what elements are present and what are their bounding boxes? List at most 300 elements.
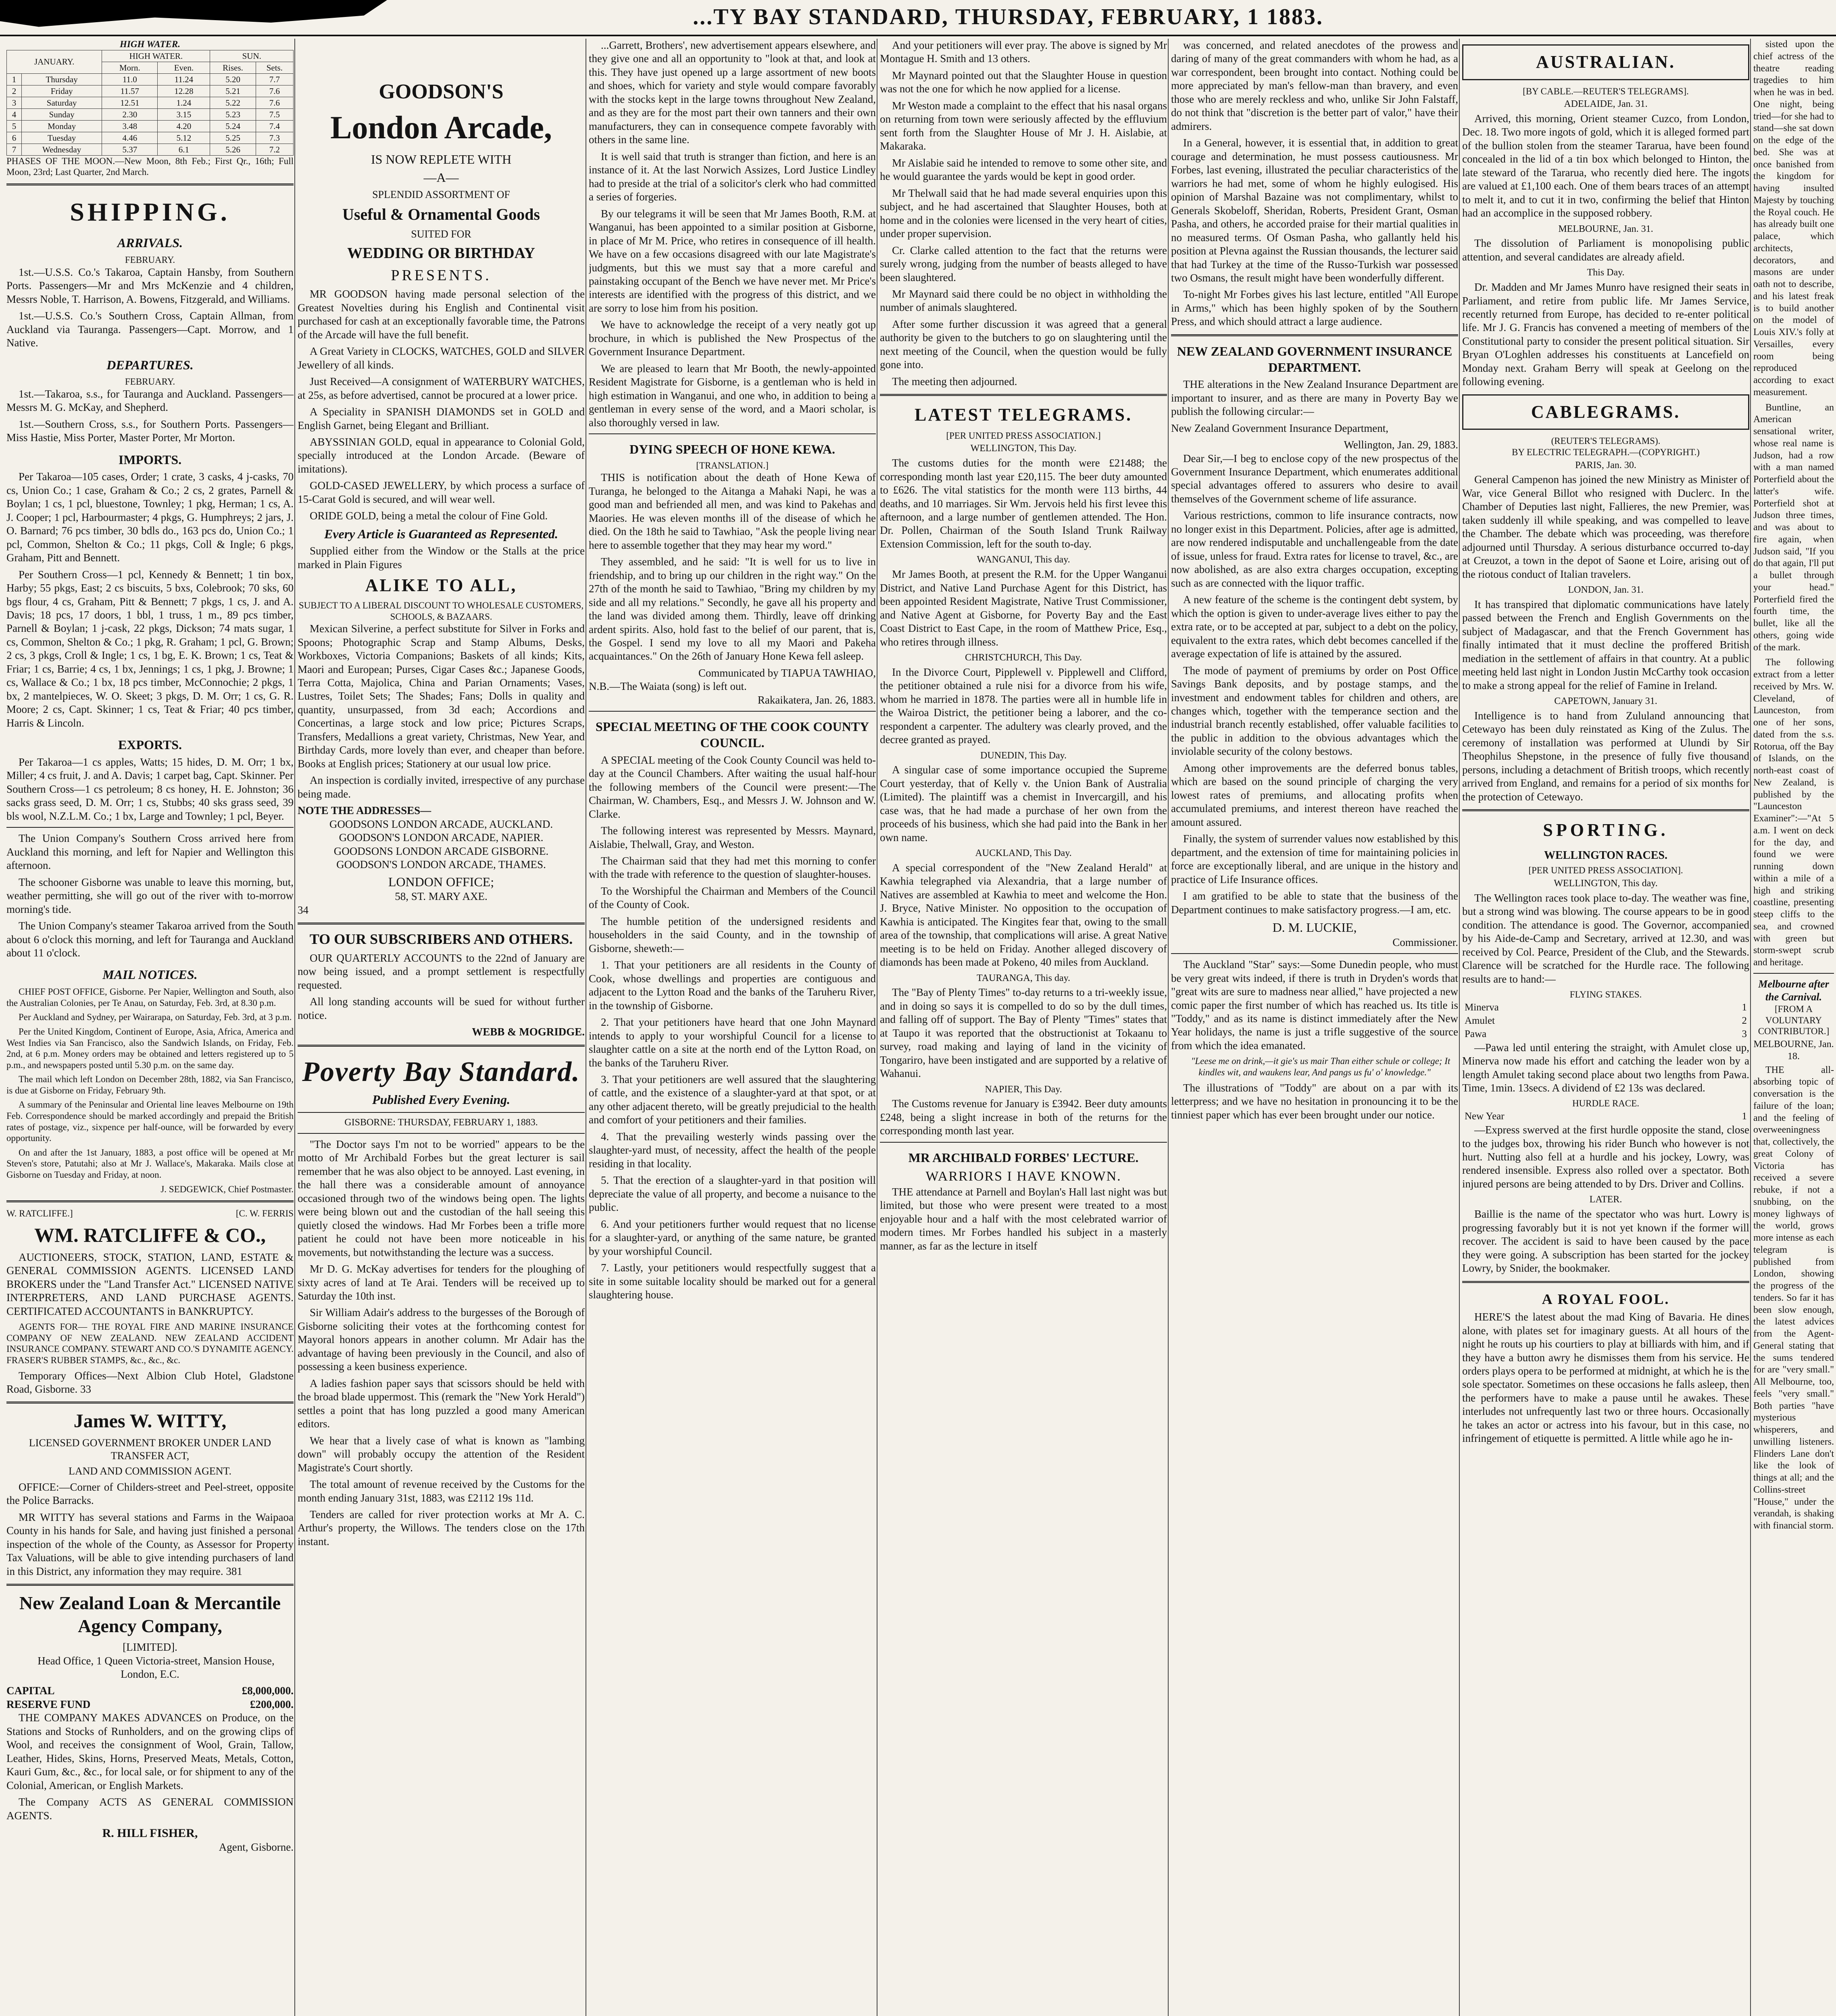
news-para: The following extract from a letter received by Mrs. W. Cleveland, of Launceston, from one of her sons, dated from the s.s. Rotorua, off the Bay of Islands, on the north-east coast of New Zealand, is published by the "Launceston Examiner":—"At 5 a.m. I went on deck for the day, and found we were running down within a mile of a high and striking coastline, presenting steep cliffs to the sea, and crowned with green but storm-swept scrub and heritage. [1753, 657, 1834, 968]
divider [6, 1200, 294, 1202]
table-row [7, 85, 294, 97]
ratcliffe-left: W. RATCLIFFE.] [6, 1208, 73, 1219]
flying-results [1462, 1000, 1749, 1041]
council-cont: Mr Aislabie said he intended to remove to some other site, and he would guarantee the yards would be kept in good order. [880, 156, 1167, 183]
goodson-item: A Great Variety in CLOCKS, WATCHES, GOLD and SILVER Jewellery of all kinds. [298, 345, 585, 371]
goodson-item: ABYSSINIAN GOLD, equal in appearance to Colonial Gold, specially introduced at the London Arcade. (Beware of imitations). [298, 435, 585, 475]
kewa-para: THIS is notification about the death of Hone Kewa of Turanga, he belonged to the Aitanga a Mahaki Napi, he was a good man and befriended all men, and was kind to Pakehas and Maories. He was eleven months ill of the disease of which he died. On the 18th he said to Tawhiao, "Ask the people living near here to assemble together that they may hear my word." [589, 471, 876, 551]
cell: 1.24 [158, 97, 210, 108]
cell: 11.57 [102, 85, 158, 97]
news-para: ...Garrett, Brothers', new advertisement appears elsewhere, and they give one and all an opportunity to "look at that, and look at this. They have just opened up a large assortment of new boots and shoes, which for variety and style would compare favorably with the stocks kept in the large towns throughout New Zealand, and as they are for the most part their own tanners and their own manufacturers, they can in consequence compete favorably with others in the same line. [589, 39, 876, 146]
insurance-intro: THE alterations in the New Zealand Insurance Department are important to insurer, and as there are many in Poverty Bay we publish the following circular:— [1171, 378, 1458, 418]
goodson-title-1: GOODSON'S [379, 80, 504, 103]
ratcliffe-offices-text: Temporary Offices—Next Albion Club Hotel, Gladstone Road, Gisborne. [6, 1369, 294, 1395]
reserve-label: RESERVE FUND [6, 1698, 91, 1710]
dateline: MELBOURNE, Jan. 31. [1558, 223, 1653, 234]
dateline: TAURANGA, This day. [976, 973, 1071, 983]
column-7 [1753, 39, 1834, 2016]
news-para: We are pleased to learn that Mr Booth, the newly-appointed Resident Magistrate for Gisborne, is a gentleman who is held in high estimation in Wanganui, and one who, in addition to being a gentleman in every sense of the word, and a Maori scholar, is also thoroughly versed in law. [589, 362, 876, 429]
torn-corner [0, 0, 387, 28]
exports-heading: EXPORTS. [118, 737, 182, 752]
goodson-body-2: Mexican Silverine, a perfect substitute for Silver in Forks and Spoons; Photographic Scrap and Stamp Albums, Desks, Workboxes, Victoria Companions; Baskets of all kinds; Kits, Maori and European; Purses, Cigar Cases &c.; Japanese Goods, Terra Cotta, Majolica, China and Parian Ornaments; Vases, Lustres, Toilet Sets; The Shades; Fans; Dolls in quality and quantity, unsurpassed, from 3d each; Accordions and Concertinas, a large stock and low price; Pictures Scraps, Transfers, Medallions a great variety, Christmas, New Year, and Birthday Cards, more lovely than ever, and cheaper than before. Books at English prices; Stationery at our usual low price. [298, 623, 585, 770]
masthead-title: ...TY BAY STANDARD, THURSDAY, FEBRUARY, 1 1883. [693, 4, 1323, 29]
dateline: CHRISTCHURCH, This Day. [965, 652, 1082, 663]
cablegrams-box [1462, 394, 1749, 430]
dateline: AUCKLAND, This Day. [975, 848, 1072, 859]
departures-heading: DEPARTURES. [106, 357, 194, 372]
goodson-line: IS NOW REPLETE WITH [371, 152, 512, 167]
cable: Intelligence is to hand from Zululand announcing that Cetewayo has been duly reinstated as King of the Zulus. The ceremony of installation was performed at Ulundi by Sir Theophilus Shepstone, in the presence of fully five thousand persons, including a detachment of British troops, which recently arrived from England, and remains for a period of six months for the protection of Cetewayo. [1462, 709, 1749, 803]
place: 2 [1742, 1015, 1747, 1026]
nzloan-capital [6, 1684, 294, 1697]
fool-title: A ROYAL FOOL. [1542, 1291, 1670, 1307]
standard-para: A ladies fashion paper says that scissors should be held with the broad blade uppermost. This (remark the "New York Herald") settles a point that has long puzzled a good many American editors. [298, 1377, 585, 1430]
column-1 [6, 39, 294, 2016]
races-title: WELLINGTON RACES. [1544, 849, 1667, 862]
place: 1 [1742, 1002, 1747, 1013]
goodson-london: LONDON OFFICE; [388, 874, 494, 889]
standard-para: The total amount of revenue received by the Customs for the month ending January 31st, 1883, was £2112 19s 11d. [298, 1478, 585, 1504]
witty-line2: LAND AND COMMISSION AGENT. [69, 1465, 231, 1477]
table-row [1463, 1014, 1748, 1027]
moon-phases: PHASES OF THE MOON.—New Moon, 8th Feb.; First Qr., 16th; Full Moon, 23rd; Last Quarter, 2nd March. [6, 156, 294, 177]
departures-month: FEBRUARY. [125, 377, 175, 387]
cell: 7.3 [256, 132, 293, 144]
dateline: LATER. [1589, 1194, 1622, 1205]
forbes-cont: was concerned, and related anecdotes of the prowess and daring of many of the great commanders with whom he had, as a war correspondent, been brought into contact. Nothing could be more appreciated by man's fellow-man than bravery, and even those who are merely reckless and who, unlike Sir John Falstaff, do not think that "discretion is the better part of valor," have their admirers. [1171, 39, 1458, 132]
races-sub: [PER UNITED PRESS ASSOCIATION]. [1528, 865, 1683, 876]
cell: 6.1 [158, 144, 210, 155]
cell: 3.48 [102, 120, 158, 132]
kewa-title: DYING SPEECH OF HONE KEWA. [629, 442, 835, 457]
divider [1753, 973, 1834, 974]
column-rule [294, 39, 295, 2016]
divider [1462, 1281, 1749, 1283]
goodson-item: A Speciality in SPANISH DIAMONDS set in GOLD and English Garnet, being Elegant and Brilliant. [298, 406, 585, 431]
mails-heading: MAIL NOTICES. [102, 967, 198, 982]
cell: 3.15 [158, 108, 210, 120]
cell: Thursday [21, 73, 102, 85]
cell: 5.26 [210, 144, 256, 155]
witty-body [6, 1511, 294, 1578]
standard-published: Published Every Evening. [372, 1092, 511, 1107]
column-6 [1462, 39, 1749, 2016]
shipping-note: The schooner Gisborne was unable to leave this morning, but, weather permitting, she will go out of the river with to-morrow morning's tide. [6, 876, 294, 915]
dateline: PARIS, Jan. 30. [1575, 460, 1636, 471]
cell: 5.12 [158, 132, 210, 144]
later-text: Baillie is the name of the spectator who was hurt. Lowry is progressing favorably but it is not yet known if the former will recover. The accident is said to have been caused by the pace they were going. A subscription has been started for the jockey Lowry, by Snider, the bookmaker. [1462, 1208, 1749, 1275]
cell: Tuesday [21, 132, 102, 144]
races-text: The Wellington races took place to-day. The weather was fine, but a strong wind was blowing. The course appears to be in good condition. The attendance is good. The Governor, accompanied by his Aide-de-Camp and Secretary, arrived at 12.30, and was received by Col. Pearce, President of the Club, and the Stewards. Clarence will be scratched for the Hurdle race. The following results are to hand:— [1462, 891, 1749, 985]
cell: 2 [7, 85, 22, 97]
council-para: A SPECIAL meeting of the Cook County Council was held to-day at the Council Chambers. After waiting the usual half-hour the following members of the Council were present:—The Chairman, W. Chambers, Esq., and Messrs J. W. Johnson and W. Clarke. [589, 754, 876, 820]
capital-value: £8,000,000. [242, 1685, 294, 1697]
insurance-para: Various restrictions, common to life insurance contracts, now no longer exist in this Department. Policies, after age is admitted, are now rendered indisputable and unchallengeable from the date of issue, unless for fraud. Extra rates for license to travel, &c., are now abolished, as are also extra charges occupation, excepting such as are connected with the liquor traffic. [1171, 509, 1458, 589]
cell: 7.6 [256, 97, 293, 108]
council-para: The following interest was represented by Messrs. Maynard, Aislabie, Thelwall, Gray, and Weston. [589, 825, 876, 850]
verse: "Leese me on drink,—it gie's us mair Than either schule or college; It kindles wit, and waukens lear, And pangs us fu' o' knowledge." [1191, 1056, 1450, 1078]
ad-number: 381 [226, 1565, 242, 1577]
forbes-sub: WARRIORS I HAVE KNOWN. [925, 1169, 1121, 1184]
cell: 5.21 [210, 85, 256, 97]
divider [6, 183, 294, 185]
mail-notice: The mail which left London on December 28th, 1882, via San Francisco, is due at Gisborne on Friday, February 9th. [6, 1074, 294, 1095]
witty-title: James W. WITTY, [73, 1410, 227, 1432]
goodson-alike: ALIKE TO ALL, [365, 575, 517, 596]
goodson-supplied: Supplied either from the Window or the Stalls at the price marked in Plain Figures [298, 545, 585, 571]
column-rule [1459, 39, 1460, 2016]
cell: 11.0 [102, 73, 158, 85]
cell: 3 [7, 97, 22, 108]
cell: 7.2 [256, 144, 293, 155]
tide-sub: Sets. [256, 62, 293, 73]
divider [1171, 953, 1458, 954]
goodson-address: GOODSON'S LONDON ARCADE, THAMES. [336, 858, 546, 871]
cell: 5.25 [210, 132, 256, 144]
council-para: 2. That your petitioners have heard that one John Maynard intends to apply to your worshipful Council for a license to slaughter cattle on a site at the north end of the Lytton Road, on the banks of the Taruheru River. [589, 1016, 876, 1069]
subscribers-body: OUR QUARTERLY ACCOUNTS to the 22nd of January are now being issued, and a prompt settlement is respectfully requested. [298, 952, 585, 991]
arrivals-month: FEBRUARY. [125, 255, 175, 265]
cell: 5.22 [210, 97, 256, 108]
cell: 4.20 [158, 120, 210, 132]
ratcliffe-offices [6, 1369, 294, 1396]
dateline: WELLINGTON, This day. [1554, 878, 1658, 889]
latest-title: LATEST TELEGRAMS. [915, 405, 1132, 425]
hurdle-results [1462, 1109, 1749, 1123]
council-cont: Mr Maynard pointed out that the Slaughter House in question was not the one for which he now applied for a license. [880, 69, 1167, 95]
council-title: SPECIAL MEETING OF THE COOK COUNTY COUNCIL. [595, 719, 869, 750]
cell: 11.24 [158, 73, 210, 85]
ad-number: 34 [298, 904, 308, 916]
insurance-role: Commissioner. [1392, 936, 1458, 948]
dateline: MELBOURNE, Jan. 18. [1753, 1039, 1834, 1062]
dateline: LONDON, Jan. 31. [1568, 585, 1644, 596]
mail-notice: Per the United Kingdom, Continent of Europe, Asia, Africa, America and West Indies via San Francisco, also the Sandwich Islands, on Friday, Feb. 2nd, at 6 p.m. Money orders may be obtained and letters registered up to 5 p.m., and newspapers posted until 5.30 p.m. on the same day. [6, 1026, 294, 1070]
council-para: 4. That the prevailing westerly winds passing over the slaughter-yard must, of necessity, affect the health of the people residing in that locality. [589, 1130, 876, 1170]
subscribers-body-2: All long standing accounts will be sued for without further notice. [298, 996, 585, 1021]
table-row [7, 108, 294, 120]
council-cont: Mr Thelwall said that he had made several enquiries upon this subject, and he had ascertained that Slaughter Houses, both at home and in the colonies were licensed in the very heart of cities, under proper supervision. [880, 187, 1167, 240]
place: 3 [1742, 1028, 1747, 1039]
goodson-line: Useful & Ornamental Goods [342, 205, 540, 224]
cell: 7.4 [256, 120, 293, 132]
goodson-title-2: London Arcade, [330, 110, 552, 146]
cablegrams-sub: (REUTER'S TELEGRAMS). [1551, 436, 1661, 446]
goodson-address: GOODSON'S LONDON ARCADE, NAPIER. [339, 831, 544, 844]
column-rule [1750, 39, 1751, 2016]
dateline: WANGANUI, This day. [977, 554, 1070, 565]
carnival-sub: [FROM A VOLUNTARY CONTRIBUTOR.] [1758, 1004, 1830, 1037]
council-para: The Chairman said that they had met this morning to confer with the trade with reference to the question of slaughter-houses. [589, 854, 876, 881]
arrivals-heading: ARRIVALS. [117, 235, 183, 250]
ratcliffe-body: AUCTIONEERS, STOCK, STATION, LAND, ESTATE & GENERAL COMMISSION AGENTS. LICENSED LAND BROKERS under the "Land Transfer Act." LICENSED NATIVE INTERPRETERS, AND LAND PURCHASE AGENTS. CERTIFICATED ACCOUNTANTS in BANKRUPTCY. [6, 1251, 294, 1317]
goodson-inspection: An inspection is cordially invited, irrespective of any purchase being made. [298, 774, 585, 800]
fool-text: HERE'S the latest about the mad King of Bavaria. He dines alone, with plates set for imaginary guests. At all hours of the night he routs up his courtiers to play at billiards with him, and if they have a button awry he dismisses them from his service. He orders plays opera to be performed at midnight, at which he is the sole spectator. Sometimes on these occasions he falls asleep, then the performers have to make a pause until he awakes. These interludes not unfrequently last two or three hours. Occasionally he takes an actor or actress into his favour, but in this case, no infringement of etiquette is permitted. A little while ago he in- [1462, 1311, 1749, 1445]
standard-para: Sir William Adair's address to the burgesses of the Borough of Gisborne soliciting their votes at the forthcoming contest for Mayoral honors appears in another column. Mr Adair has the advantage of having been previously in the Council, and also of possessing a keen business experience. [298, 1306, 585, 1373]
departure-item: 1st.—Southern Cross, s.s., for Southern Ports. Passengers—Miss Hastie, Miss Porter, Master Porter, Mr Morton. [6, 418, 294, 444]
shipping-note: The Union Company's steamer Takaroa arrived from the South about 6 o'clock this morning, and left for Tauranga and Auckland about 11 o'clock. [6, 920, 294, 959]
goodson-line: SPLENDID ASSORTMENT OF [372, 189, 510, 200]
divider [589, 433, 876, 434]
tide-col-high: HIGH WATER. [102, 50, 210, 62]
arrival-item: 1st.—U.S.S. Co.'s Takaroa, Captain Hansby, from Southern Ports. Passengers—Mr and Mrs McKenzie and 4 children, Messrs Noble, T. Harrison, A. Bowens, Fitzgerald, and Williams. [6, 266, 294, 305]
standard-para: Tenders are called for river protection works at Mr A. C. Arthur's property, the Willows. The tenders close on the 17th instant. [298, 1508, 585, 1547]
goodson-line: SUITED FOR [411, 228, 471, 240]
forbes-cont: In a General, however, it is essential that, in addition to great courage and determination, he must possess cautiousness. Mr Forbes, last evening, illustrated the peculiar characteristics of the warriors he had met, some of whom he highly eulogised. His opinion of Marshal Bazaine was not complimentary, whilst to Generals Skobeloff, Sheridan, Roberts, President Grant, Osman Pasha, and others, he accorded praise for their martial qualities in no measured terms. Of Osman Pasha, who gallantly held his position at Plevna against the Russian thousands, the lecturer said that had Turkey at the time of the Russo-Turkish war possessed two Osmans, the result might have been wonderfully different. [1171, 137, 1458, 284]
cell: 12.51 [102, 97, 158, 108]
forbes-text: THE attendance at Parnell and Boylan's Hall last night was but limited, but those who were present were treated to a most enjoyable hour and a half with the most celebrated warrior of modern times. Mr Forbes handled his subject in a masterly manner, as far as the lecture in itself [880, 1185, 1167, 1252]
carnival-title: Melbourne after the Carnival. [1758, 978, 1829, 1003]
column-2 [298, 39, 585, 2016]
cell: 2.30 [102, 108, 158, 120]
nzloan-limited: [LIMITED]. [123, 1641, 177, 1654]
shipping-heading: SHIPPING. [70, 198, 230, 227]
flying-title: FLYING STAKES. [1569, 989, 1642, 1000]
tide-month: JANUARY. [7, 50, 102, 73]
goodson-discount: SUBJECT TO A LIBERAL DISCOUNT TO WHOLESALE CUSTOMERS, SCHOOLS, & BAZAARS. [298, 600, 584, 622]
mail-notice: A summary of the Peninsular and Oriental line leaves Melbourne on 19th Feb. Correspondence should be marked accordingly and prepaid the British rates of postage, viz., sixpence per half-ounce, will be forwarded by every opportunity. [6, 1100, 294, 1143]
goodson-line: WEDDING OR BIRTHDAY [347, 245, 535, 262]
insurance-from: New Zealand Government Insurance Department, [1171, 422, 1389, 434]
latest-sub: [PER UNITED PRESS ASSOCIATION.] [946, 430, 1101, 441]
tide-sub: Even. [158, 62, 210, 73]
cell: 6 [7, 132, 22, 144]
telegram: A singular case of some importance occupied the Supreme Court yesterday, that of Kelly v. the Union Bank of Australia (Limited). The plaintiff was a chemist in Invercargill, and his case was, that he had made a purchase of her own from the proceeds of his business, which she had paid into the Bank in her own name. [880, 764, 1167, 843]
cablegrams-sub-2: BY ELECTRIC TELEGRAPH.—(COPYRIGHT.) [1512, 447, 1700, 457]
masthead [0, 0, 1836, 36]
goodson-guarantee: Every Article is Guaranteed as Represented. [324, 526, 559, 541]
tide-heading: HIGH WATER. [120, 39, 180, 49]
carnival-text: THE all-absorbing topic of conversation is the failure of the loan; and the feeling of overweeningness that, collectively, the great Colony of Victoria has received a severe rebuke, if not a snubbing, on the money lighways of the world, grows more intense as each telegram is published from London, showing the progress of the tenders. So far it has been slow enough, the latest advices from the Agent-General stating that the sums tendered for are "very small." All Melbourne, too, feels "very small." Both parties "have mysterious whisperers, and unwilling listeners. Flinders Lane don't like the look of things at all; and the Collins-street "House," under the verandah, is shaking with financial storm. [1753, 1064, 1834, 1531]
divider [298, 1112, 585, 1113]
cell: Sunday [21, 108, 102, 120]
place: 1 [1742, 1111, 1747, 1122]
column-4 [880, 39, 1167, 2016]
nzloan-reserve [6, 1698, 294, 1711]
star-para: The Auckland "Star" says:—Some Dunedin people, who must be very great wits indeed, if there is truth in Dryden's words that "great wits are sure to madness near allied," have projected a new comic paper the first number of which has reached us. Its title is "Toddy," and as its name is distinct immediately after the New Year holidays, the name is just a trifle suggestive of the source from which the idea emanated. [1171, 958, 1458, 1052]
council-para: 5. That the erection of a slaughter-yard in that position will depreciate the value of all property, and become a nuisance to the public. [589, 1174, 876, 1214]
tide-table [6, 50, 294, 156]
insurance-para: A new feature of the scheme is the contingent debt system, by which the option is given to under-average lives either to pay the extra rate, or to be accepted at par, subject to a debt on the policy, equivalent to the extra rates, which debt becomes cancelled if the average expectation of life is attained by the assured. [1171, 594, 1458, 660]
australian-sub: [BY CABLE.—REUTER'S TELEGRAMS]. [1523, 86, 1689, 96]
horse: New Year [1465, 1111, 1505, 1122]
cable: The dissolution of Parliament is monopolising public attention, and several candidates are already afield. [1462, 237, 1749, 263]
tide-col-sun: SUN. [210, 50, 294, 62]
divider [298, 1133, 585, 1134]
cell: Wednesday [21, 144, 102, 155]
cable: Arrived, this morning, Orient steamer Cuzco, from London, Dec. 18. Two more ingots of gold, which it is alleged formed part of the bullion stolen from the steamer Tararua, have been found concealed in the lid of a tin box which belonged to Hinton, the late steward of the Tararua, who recently died here. The ingots are valued at £1,100 each. One of them bears traces of an attempt to melt it, and to cut it in two, confirming the belief that Hinton had an accomplice in the supposed robbery. [1462, 112, 1749, 219]
star-para: The illustrations of "Toddy" are about on a par with its letterpress; and we have no hesitation in pronouncing it to be the tinniest paper which has ever been brought under our notice. [1171, 1081, 1458, 1121]
cell: 4.46 [102, 132, 158, 144]
goodson-item: Just Received—A consignment of WATERBURY WATCHES, at 25s, as before advertised, cannot be procured at a lower price. [298, 375, 585, 401]
nzloan-title: New Zealand Loan & Mercantile Agency Company, [19, 1592, 281, 1636]
council-para: 6. And your petitioners further would request that no license for a slaughter-yard, or anything of the same nature, be granted by your worshipful Council. [589, 1218, 876, 1257]
table-row [1463, 1001, 1748, 1014]
exports-text: Per Takaroa—1 cs apples, Watts; 15 hides, D. M. Orr; 1 bx, Miller; 4 cs fruit, J. and A. Davis; 1 carpet bag, Capt. Skinner. Per Southern Cross—1 cs petroleum; 8 cs honey, H. E. Johnston; 36 sacks grass seed, D. M. Orr; 1 cs, Stubbs; 40 sks grass seed, 39 bls wool, N.Z.L.M. Co.; 1 bx, Large and Townley; 1 pcl, Beyer. [6, 756, 294, 822]
column-5 [1171, 39, 1458, 2016]
council-para: To the Worshipful the Chairman and Members of the Council of the County of Cook. [589, 885, 876, 911]
news-para: We have to acknowledge the receipt of a very neatly got up brochure, in which is published the New Prospectus of the Government Insurance Department. [589, 319, 876, 358]
insurance-para: The mode of payment of premiums by order on Post Office Savings Bank deposits, and by postage stamps, and the investment and endowment tables for children and others, are changes which, together with the temperance section and the industrial branch recently established, offer valuable facilities to the public in addition to the obvious advantages which the inviolable security of the colony bestows. [1171, 664, 1458, 758]
standard-para: "The Doctor says I'm not to be worried" appears to be the motto of Mr Archibald Forbes but the great lecturer is sail remember that he was also object to be annoyed. Last evening, in the hall there was a considerable amount of annoyance occasioned through two of the windows being open. The lights were being blown out and the custodian of the hall seeing this quietly closed the windows. Had Mr Forbes been a trifle more patient he could not have been more noticeable in his movements, but notwithstanding the lecture was a success. [298, 1138, 585, 1258]
cell: 5 [7, 120, 22, 132]
divider [880, 1142, 1167, 1143]
nzloan-office: Head Office, 1 Queen Victoria-street, Mansion House, London, E.C. [38, 1654, 275, 1680]
reserve-value: £200,000. [250, 1698, 294, 1710]
goodson-line: PRESENTS. [391, 267, 492, 284]
nzloan-body: THE COMPANY MAKES ADVANCES on Produce, on the Stations and Stocks of Runholders, and on the growing clips of Wool, and receives the consignment of Wool, Grain, Tallow, Leather, Hides, Skins, Horns, Preserved Meats, Metals, Cotton, Kauri Gum, &c., &c., for local sale, or for shipment to any of the Colonial, American, or English Markets. [6, 1712, 294, 1791]
tide-sub: Rises. [210, 62, 256, 73]
shipping-note: The Union Company's Southern Cross arrived here from Auckland this morning, and left for Napier and Wellington this afternoon. [6, 832, 294, 872]
ratcliffe-names [6, 1208, 294, 1219]
table-row [1463, 1110, 1748, 1123]
cell: Friday [21, 85, 102, 97]
dateline: WELLINGTON, This Day. [970, 443, 1077, 454]
subscribers-title: TO OUR SUBSCRIBERS AND OTHERS. [309, 931, 573, 948]
insurance-para: I am gratified to be able to state that the business of the Department continues to make satisfactory progress.—I am, etc. [1171, 890, 1458, 916]
horse: Minerva [1465, 1002, 1499, 1013]
australian-box [1462, 44, 1749, 80]
divider [6, 827, 294, 828]
goodson-item: GOLD-CASED JEWELLERY, by which process a surface of 15-Carat Gold is secured, and will wear well. [298, 479, 585, 505]
kewa-nb: N.B.—The Waiata (song) is left out. [589, 680, 747, 693]
goodson-london-addr: 58, ST. MARY AXE. [395, 890, 488, 903]
insurance-date: Wellington, Jan. 29, 1883. [1344, 439, 1458, 451]
ad-number: 33 [80, 1383, 91, 1395]
goodson-line: —A— [423, 170, 459, 185]
council-cont: And your petitioners will ever pray. The above is signed by Mr Montague H. Smith and 13 others. [880, 39, 1167, 65]
mail-notice: CHIEF POST OFFICE, Gisborne. Per Napier, Wellington and South, also the Australian Colonies, per Te Anau, on Saturday, Feb. 3rd, at 8.30 p.m. [6, 987, 294, 1008]
divider [589, 711, 876, 712]
forbes-cont: To-night Mr Forbes gives his last lecture, entitled "All Europe in Arms," which has been highly spoken of by the Southern Press, and which should attract a large audience. [1171, 288, 1458, 328]
nzloan-agent: R. HILL FISHER, [102, 1826, 198, 1840]
council-para: The humble petition of the undersigned residents and householders in the said County, and in the township of Gisborne, sheweth:— [589, 915, 876, 954]
cell: 7.7 [256, 73, 293, 85]
telegram: A special correspondent of the "New Zealand Herald" at Kawhia telegraphed via Alexandria, that a large number of Natives are assembled at Kawhia to meet and welcome the Hon. J. Bryce, Native Minister. No opposition to the occupation of Kawhia is anticipated. The Kingites fear that, owing to the small area of the township, that complications will arise. A great Native meeting is to be held on Friday. Another alleged discovery of diamonds has been made at Pokeno, 40 miles from Auckland. [880, 861, 1167, 968]
hurdle-note: —Express swerved at the first hurdle opposite the stand, close to the judges box, throwing his rider Bunch who however is not hurt. Nutting also fell at a hurdle and his jockey, Lowry, was rendered insensible. Express also rolled over a spectator. Both injured persons are being attended to by Drs. Driver and Collins. [1462, 1124, 1749, 1190]
departure-item: 1st.—Takaroa, s.s., for Tauranga and Auckland. Passengers—Messrs M. G. McKay, and Shepherd. [6, 387, 294, 414]
insurance-para: Among other improvements are the deferred bonus tables, which are based on the sound principle of charging the very lowest rates of premiums, and allocating profits when accumulated premiums, and interest thereon have reached the amount assured. [1171, 762, 1458, 828]
sporting-title: SPORTING. [1543, 820, 1669, 840]
goodson-address: GOODSONS LONDON ARCADE, AUCKLAND. [329, 818, 553, 830]
news-para: By our telegrams it will be seen that Mr James Booth, R.M. at Wanganui, has been appointed to a similar position at Gisborne, in place of Mr M. Price, who retires in consequence of ill health. We have on a few occasions disagreed with our late Magistrate's judgments, but this we must say that a more careful and painstaking occupant of the Bench we have never met. Mr Price's interests are identified with the progress of this district, and we are sorry to lose him from his position. [589, 207, 876, 314]
kewa-sub: [TRANSLATION.] [696, 460, 769, 471]
cell: 7 [7, 144, 22, 155]
goodson-note: NOTE THE ADDRESSES— [298, 804, 431, 817]
standard-title: Poverty Bay Standard. [302, 1056, 580, 1087]
ratcliffe-right: [C. W. FERRIS [235, 1208, 294, 1219]
dateline: DUNEDIN, This Day. [980, 750, 1067, 761]
fool-cont: sisted upon the chief actress of the theatre reading tragedies to him when he was in bed. One night, being tried—for she had to stand—she sat down on the edge of the bed. She was at once banished from the kingdom for having insulted Majesty by touching the Royal couch. He has already built one palace, which architects, decorators, and masons are under oath not to describe, and his latest freak is to build another on the model of Louis XIV.'s folly at Versailles, every room being reproduced according to exact measurement. [1753, 39, 1834, 398]
cell: 5.20 [210, 73, 256, 85]
table-row [7, 132, 294, 144]
table-row [7, 144, 294, 155]
telegram: The Customs revenue for January is £3942. Beer duty amounts £248, being a slight increase in both of the returns for the corresponding month last year. [880, 1098, 1167, 1137]
horse: Pawa [1465, 1028, 1487, 1039]
cable: It has transpired that diplomatic communications have lately passed between the French and English Governments on the subject of Madagascar, and that the French Government has finally intimated that it must decline the proffered British mediation in the settlement of affairs in that country. At a public meeting held last night in London Justin McCarthy took occasion to make a strong appeal for the relief of Famine in Ireland. [1462, 598, 1749, 691]
divider [1171, 334, 1458, 336]
cell: 1 [7, 73, 22, 85]
cell: 12.28 [158, 85, 210, 97]
dateline: NAPIER, This Day. [985, 1084, 1062, 1095]
cable: General Campenon has joined the new Ministry as Minister of War, vice General Billot who resigned with Duclerc. In the Chamber of Deputies last night, Fallieres, the new Premier, was taken suddenly ill while speaking, and was compelled to leave the Chamber. The debate which was proceeding, was therefore adjourned until Thursday. A serious disturbance occurred to-day at Creuzot, a town in the depot of Saone et Loire, arising out of the riotous conduct of Italian travelers. [1462, 473, 1749, 580]
forbes-title: MR ARCHIBALD FORBES' LECTURE. [908, 1150, 1139, 1165]
dateline: CAPETOWN, January 31. [1554, 696, 1657, 707]
telegram: Mr James Booth, at present the R.M. for the Upper Wanganui District, and Native Land Purchase Agent for this District, has been appointed Resident Magistrate, Native Trust Commissioner, and Native Agent at Gisborne, for Poverty Bay and the East Coast District to East Cape, in the room of Matthew Price, Esq., who retires through illness. [880, 568, 1167, 648]
divider [298, 923, 585, 925]
cell: 5.24 [210, 120, 256, 132]
mail-notice: On and after the 1st January, 1883, a post office will be opened at Mr Steven's store, Patutahi; also at Mr J. Wallace's, Makaraka. Mails close at Gisborne on Tuesday and Friday, at noon. [6, 1147, 294, 1180]
flying-note: —Pawa led until entering the straight, with Amulet close up, Minerva now made his effort and catching the leader won by a length Amulet taking second place about two lengths from Pawa. Time, 1min. 13secs. A dividend of £2 13s was declared. [1462, 1041, 1749, 1094]
council-para: 7. Lastly, your petitioners would respectfully suggest that a site in some suitable locality should be marked out for a general slaughtering house. [589, 1262, 876, 1301]
telegram: The customs duties for the month were £21488; the corresponding month last year £20,115. The beer duty amounted to £626. The vital statistics for the month were 113 births, 44 deaths, and 10 marriages. Sir Wm. Jervois held his first levee this afternoon, and a large number of gentlemen attended. The Hon. Dr. Pollen, Chairman of the South Island Trunk Railway Extension Commission, left for the south to-day. [880, 457, 1167, 550]
nzloan-agent-loc: Agent, Gisborne. [219, 1841, 294, 1854]
council-cont: Mr Maynard said there could be no object in withholding the number of animals slaughtered. [880, 287, 1167, 314]
witty-office: OFFICE:—Corner of Childers-street and Peel-street, opposite the Police Barracks. [6, 1481, 294, 1507]
cable: Dr. Madden and Mr James Munro have resigned their seats in Parliament, and retire from public life. Mr James Service, recently returned from Europe, has decided to re-enter political life. Mr J. G. Francis has convened a meeting of members of the Constitutional party to consider the present political situation. Sir Bryan O'Loghlen addresses his constituents at Lancefield on Monday next. Graham Berry will speak at Geelong on the following evening. [1462, 281, 1749, 388]
table-row [7, 97, 294, 108]
council-cont: After some further discussion it was agreed that a general authority be given to the butchers to go on slaughtering until the next meeting of the Council, when the question would be fully gone into. [880, 318, 1167, 371]
table-row [7, 73, 294, 85]
mail-notice: Per Auckland and Sydney, per Wairarapa, on Saturday, Feb. 3rd, at 3 p.m. [19, 1012, 292, 1023]
standard-para: Mr D. G. McKay advertises for tenders for the ploughing of sixty acres of land at Te Arai. Tenders will be received up to Saturday the 10th inst. [298, 1263, 585, 1302]
insurance-title: NEW ZEALAND GOVERNMENT INSURANCE DEPARTMENT. [1177, 344, 1453, 375]
cell: 7.6 [256, 85, 293, 97]
goodson-body: MR GOODSON having made personal selection of the Greatest Novelties during his English and Continental visit purchased for cash at an exceptionally favorable time, the Patrons of the Arcade will have the full benefit. [298, 288, 585, 341]
witty-line1: LICENSED GOVERNMENT BROKER UNDER LAND TRANSFER ACT, [29, 1437, 271, 1462]
council-para: 1. That your petitioners are all residents in the County of Cook, whose dwellings and properties are contiguous and adjacent to the Lytton Road and the banks of the Taruheru River, in the township of Gisborne. [589, 959, 876, 1012]
council-para: 3. That your petitioners are well assured that the slaughtering of cattle, and the existence of a slaughter-yard at that spot, or at any other adjacent thereto, will be greatly prejudicial to the health and comfort of your petitioners and their families. [589, 1073, 876, 1126]
insurance-para: Finally, the system of surrender values now established by this department, and the extension of time for maintaining policies in force are exceptionally liberal, and are unique in the history and practice of Life Insurance offices. [1171, 833, 1458, 885]
tide-sub: Morn. [102, 62, 158, 73]
ratcliffe-title: WM. RATCLIFFE & CO., [34, 1223, 266, 1246]
nzloan-body-2: The Company ACTS AS GENERAL COMMISSION AGENTS. [6, 1796, 294, 1822]
kewa-loc: Rakaikatera, Jan. 26, 1883. [757, 694, 876, 706]
cell: Monday [21, 120, 102, 132]
insurance-sign: D. M. LUCKIE, [1272, 920, 1357, 935]
witty-body-text: MR WITTY has several stations and Farms in the Waipaoa County in his hands for Sale, and having just finished a personal inspection of the whole of the County, as Assessor for Property Tax Valuations, will be able to give intending purchasers of land in this District, any information they may require. [6, 1511, 294, 1577]
standard-dateline: GISBORNE: THURSDAY, FEBRUARY 1, 1883. [344, 1117, 538, 1128]
news-para: Buntline, an American sensational writer, whose real name is Judson, had a row with a man named Porterfield about the latter's wife. Porterfield shot at Judson three times, and was about to fire again, when Judson said, "If you do that again, I'll put a bullet through your head." Porterfield fired the fourth time, the bullet, like all the others, going wide of the mark. [1753, 402, 1834, 653]
column-rule [1168, 39, 1169, 2016]
table-row [7, 120, 294, 132]
capital-label: CAPITAL [6, 1685, 55, 1697]
postmaster: J. SEDGEWICK, Chief Postmaster. [160, 1184, 294, 1194]
table-row [1463, 1028, 1748, 1040]
telegram: The "Bay of Plenty Times" to-day returns to a tri-weekly issue, and in doing so says it is compelled to do so by the dull times, and falling off of support. The Bay of Plenty "Times" states that at Taupo it was reported that the obstructionist at Tokaanu to survey, road making and laying of land in the vicinity of Tongariro, have been instigated and are supported by a relative of Wahanui. [880, 986, 1167, 1080]
standard-para: We hear that a lively case of what is known as "lambing down" will probably occupy the attention of the Resident Magistrate's Court shortly. [298, 1434, 585, 1474]
cell: 5.37 [102, 144, 158, 155]
council-cont: The meeting then adjourned. [892, 375, 1017, 387]
goodson-address: GOODSONS LONDON ARCADE GISBORNE. [333, 845, 549, 857]
telegram: In the Divorce Court, Pipplewell v. Pipplewell and Clifford, the petitioner obtained a rule nisi for a divorce from his wife, whom he married in 1878. The parties were all in humble life in the Wairoa District, the petitioner being a laborer, and the co-respondent a carpenter. The adultery was clearly proved, and the decree granted as prayed. [880, 666, 1167, 746]
dateline: ADELAIDE, Jan. 31. [1564, 99, 1648, 110]
imports-text-2: Per Southern Cross—1 pcl, Kennedy & Bennett; 1 tin box, Harby; 55 pkgs, East; 2 cs biscuits, 5 bxs, Colebrook; 70 sks, 60 bgs flour, 4 cs, Graham, Pitt & Bennett; 7 pkgs, 1 cs, J. and A. Davis; 18 pcs, 17 doors, 1 bbl, 1 truss, 1 m., 89 pcs timber, Parnell & Boylan; 1 j-cask, 22 pkgs, Dickson; 74 mats sugar, 1 cs, Common, Shelton & Co.; 1 pkg, R. Graham; 1 pcl, G. Brown; 2 cs, 3 pkgs, Croll & Ingle; 1 cs, 1 bg, E. K. Brown; 1 cs, Teat & Friar; 1 cs, Barrie; 4 cs, 1 bx, Jennings; 1 cs, 1 pkg, J. Browne; 1 cs, Wallace & Co.; 1 bx, 18 pcs timber, McConnochie; 2 pkgs, 1 bx, 2 mantelpieces, W. O. Skeet; 3 pkgs, D. M. Orr; 1 cs, G. R. Moore; 2 cs, Capt. Skinner; 1 cs, Teat & Friar; 40 pcs timber, Harris & Lincoln. [6, 568, 294, 729]
cell: 7.5 [256, 108, 293, 120]
cell: 4 [7, 108, 22, 120]
council-cont: Mr Weston made a complaint to the effect that his nasal organs on returning from town were seriously affected by the effluvium sent forth from the Slaughter House of Mr J. H. Aislabie, at Makaraka. [880, 99, 1167, 152]
horse: Amulet [1465, 1015, 1495, 1026]
subscribers-sign: WEBB & MOGRIDGE. [472, 1026, 585, 1038]
goodson-item: ORIDE GOLD, being a metal the colour of Fine Gold. [310, 510, 548, 522]
cell: 5.23 [210, 108, 256, 120]
divider [6, 1402, 294, 1404]
cell: Saturday [21, 97, 102, 108]
kewa-para: They assembled, and he said: "It is well for us to live in friendship, and to bring up our children in the right way." On the 27th of the month he said to Tawhiao, "Bring my children by my side and all my relations." Secondly, he gave all his property and the land was divided among them. Thirdly, leave off drinking ardent spirits. Also, hold fast to the belief of our parent, that is, the Gospel. I send my love to all my Maori and Pakeha acquaintances." On the 26th of January Hone Kewa fell asleep. [589, 556, 876, 662]
divider [6, 1584, 294, 1586]
divider [1462, 809, 1749, 811]
council-cont: Cr. Clarke called attention to the fact that the returns were surely wrong, judging from the number of beasts alleged to have been slaughtered. [880, 244, 1167, 283]
